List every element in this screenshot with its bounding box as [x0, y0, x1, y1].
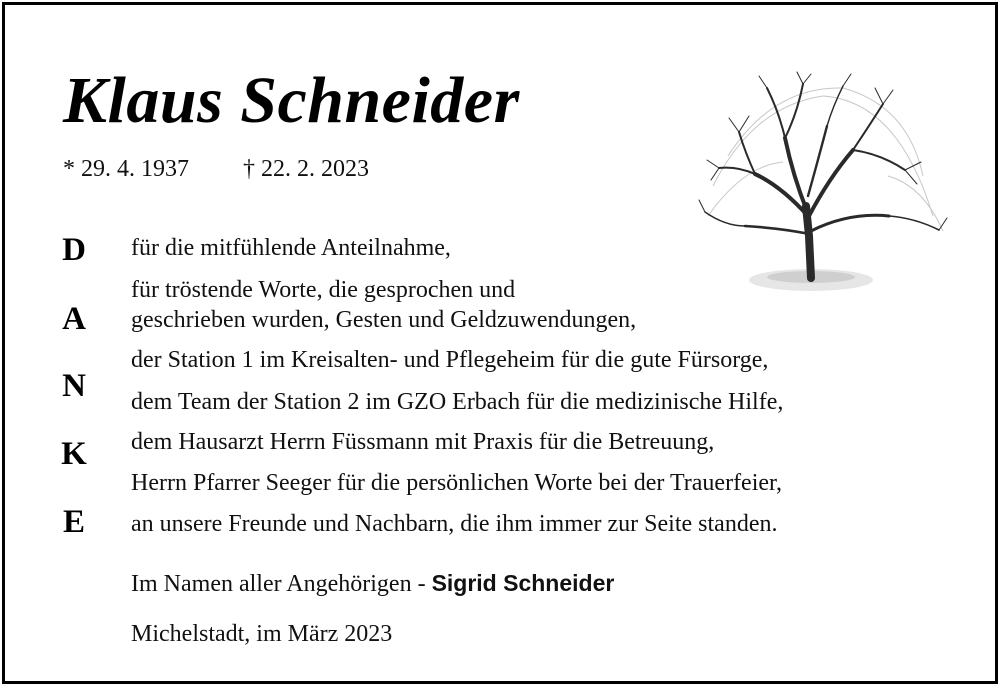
danke-letter-d: D: [62, 232, 86, 268]
signer-name: Sigrid Schneider: [431, 570, 615, 596]
danke-letter-e: E: [62, 504, 85, 540]
on-behalf-prefix: Im Namen aller Angehörigen -: [131, 571, 426, 597]
birth-date: * 29. 4. 1937: [63, 156, 189, 182]
bare-tree-in-snow-image: [693, 66, 953, 311]
danke-letter-n: N: [62, 368, 86, 404]
death-date: † 22. 2. 2023: [243, 156, 369, 182]
place-date: Michelstadt, im März 2023: [131, 621, 393, 647]
on-behalf-line: [131, 568, 614, 599]
thanks-line: der Station 1 im Kreisalten- und Pflegeheim für die gute Fürsorge,: [131, 347, 769, 373]
danke-letter-a: A: [62, 301, 86, 337]
thanks-line: für die mitfühlende Anteilnahme,: [131, 235, 451, 261]
thanks-line: Herrn Pfarrer Seeger für die persönlichen Worte bei der Trauerfeier,: [131, 470, 783, 496]
thanks-line: geschrieben wurden, Gesten und Geldzuwendungen,: [131, 307, 637, 333]
thanks-line: für tröstende Worte, die gesprochen und: [131, 277, 516, 303]
thanks-line: an unsere Freunde und Nachbarn, die ihm immer zur Seite standen.: [131, 511, 778, 537]
thanks-line: dem Team der Station 2 im GZO Erbach für die medizinische Hilfe,: [131, 389, 784, 415]
life-dates: [63, 154, 369, 184]
thanks-line: dem Hausarzt Herrn Füssmann mit Praxis für die Betreuung,: [131, 429, 715, 455]
danke-letter-k: K: [61, 436, 87, 472]
deceased-name: Klaus Schneider: [63, 64, 520, 137]
